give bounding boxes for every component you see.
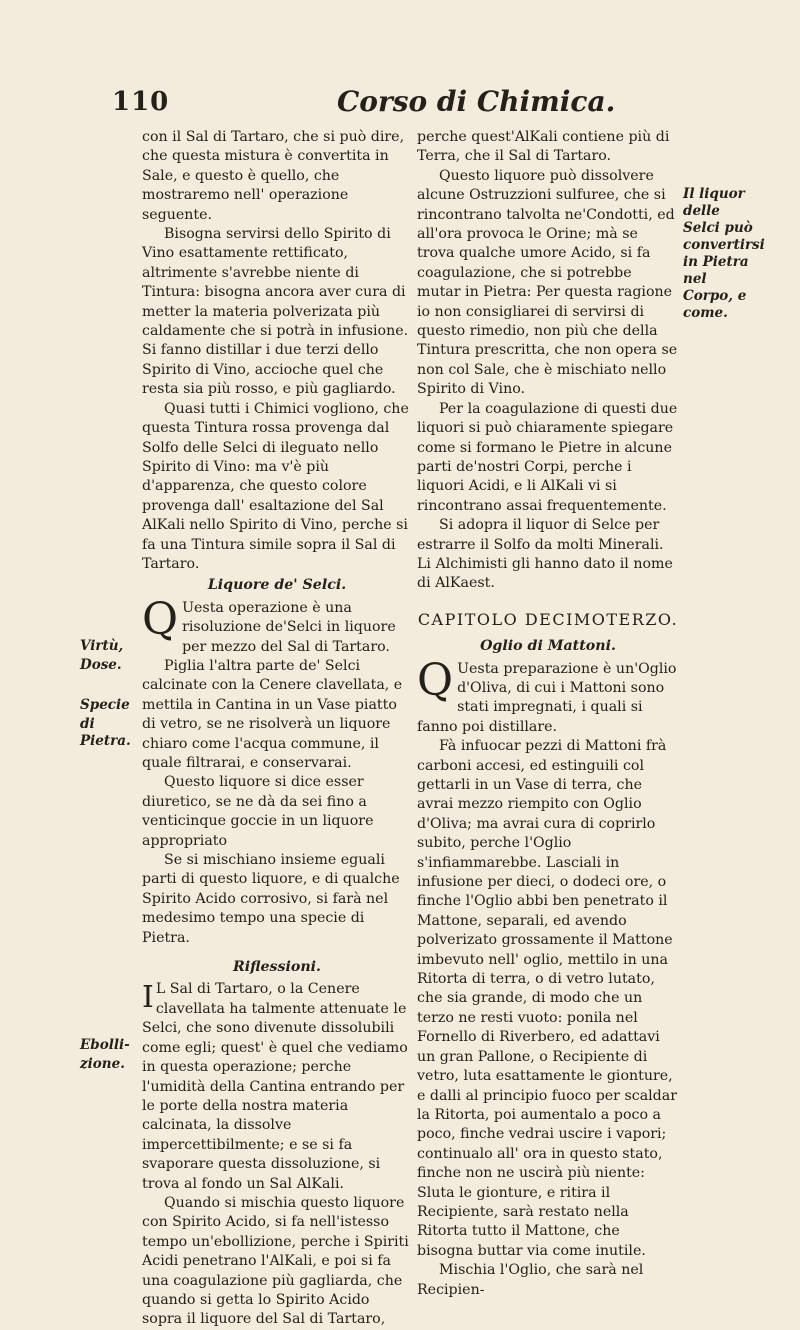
margin-note-right: Il liquor delle Selci può convertirsi in Pietra nel Corpo, e come. (683, 186, 765, 321)
margin-note-virtu: Virtù, (80, 638, 124, 654)
margin-note-dose: Dose. (80, 657, 122, 673)
page-number: 110 (112, 87, 170, 117)
margin-note-ebolli: Ebolli- (80, 1037, 130, 1053)
running-title: Corso di Chimica. (337, 85, 616, 118)
drop-cap: Q (142, 593, 179, 645)
margin-note-di-pietra: di Pietra. (80, 716, 131, 749)
paragraph: Quasi tutti i Chimici vogliono, che questa Tintura rossa provenga dal Solfo delle Selci di ileguato nello Spirito di Vino: ma v'è più d'apparenza, che questo colore provenga dall' esaltazione del Sal AlKali nello Spirito di Vino, perche si fa una Tintura simile sopra il Sal di Tartaro. (142, 400, 409, 572)
paragraph: Piglia l'altra parte de' Selci calcinate con la Cenere clavellata, e mettila in Cantina in un Vase piatto di vetro, se ne risolverà un liquore chiaro come l'acqua commune, il quale filtrarai, e conservarai. (142, 657, 403, 771)
paragraph: perche quest'AlKali contiene più di Terra, che il Sal di Tartaro. (417, 129, 670, 165)
paragraph-text: L Sal di Tartaro, o la Cenere clavellata ha talmente attenuate le Selci, che sono divenute dissolubili come egli; quest' è quel che vediamo in questa operazione; perche l'umidità della Cantina entrando per le porte della nostra materia calcinata, la dissolve impercettibilmente; e se si fa svaporare questa dissoluzione, si trova al fondo un Sal AlKali. (142, 981, 408, 1192)
right-column (417, 128, 679, 1300)
paragraph (142, 980, 412, 1193)
paragraph: Fà infuocar pezzi di Mattoni frà carboni accesi, ed estinguili col gettarli in un Vase di terra, che avrai mezzo riempito con Oglio d'Oliva; ma avrai cura di coprirlo subito, perche l'Oglio s'infiammarebbe. Lasciali in infusione per dieci, o dodeci ore, o finche l'Oglio abbi ben penetrato il Mattone, separali, ed avendo polverizato grossamente il Mattone imbevuto nell' oglio, mettilo in una Ritorta di terra, o di vetro lutato, che sia grande, di modo che un terzo ne resti vuoto: ponila nel Fornello di Riverbero, ed adattavi un gran Pallone, o Recipiente di vetro, luta esattamente le gionture, e dalli al principio fuoco per scaldar la Ritorta, poi aumentalo a poco a poco, finche vedrai uscire i vapori; continualo all' ora in questo stato, finche non ne uscirà più niente: Sluta le gionture, e ritira il Recipiente, sarà restato nella Ritorta tutto il Mattone, che bisogna buttar via come inutile. (417, 738, 678, 1259)
paragraph: Questo liquore si dice esser diuretico, se ne dà da sei fino a venticinque goccie in un liquore appropriato (142, 774, 374, 849)
margin-note-zione: zione. (80, 1056, 125, 1072)
left-column (142, 128, 412, 1330)
chapter-heading: CAPITOLO DECIMOTERZO. (417, 609, 679, 629)
paragraph: Per la coagulazione di questi due liquori si può chiaramente spiegare come si formano le Pietre in alcune parti de'nostri Corpi, perche i liquori Acidi, e li AlKali vi si rincontrano assai frequentemente. (417, 400, 678, 514)
paragraph-text: Uesta operazione è una risoluzione de'Selci in liquore per mezzo del Sal di Tartaro. (182, 599, 396, 655)
page-header (112, 85, 712, 125)
paragraph: con il Sal di Tartaro, che si può dire, che questa mistura è convertita in Sale, e questo è quello, che mostraremo nell' operazione seguente. (142, 129, 405, 223)
paragraph: Si adopra il liquor di Selce per estrarre il Solfo da molti Minerali. Li Alchimisti gli hanno dato il nome di AlKaest. (417, 517, 673, 592)
paragraph: Questo liquore può dissolvere alcune Ostruzzioni sulfuree, che si rincontrano talvolta ne'Condotti, ed all'ora provoca le Orine; mà se trova qualche umore Acido, si fa coagulazione, che si potrebbe mutar in Pietra: Per questa ragione io non consigliarei di servirsi di questo rimedio, non più che della Tintura prescritta, che non opera se non col Sale, che è mischiato nello Spirito di Vino. (417, 167, 678, 398)
paragraph (142, 593, 412, 657)
drop-cap: I (142, 980, 154, 1016)
section-title: Riflessioni. (233, 959, 321, 976)
drop-cap: Q (417, 654, 454, 706)
paragraph (417, 654, 679, 738)
paragraph: Mischia l'Oglio, che sarà nel Recipien- (417, 1262, 644, 1298)
paragraph: Quando si mischia questo liquore con Spirito Acido, si fa nell'istesso tempo un'ebollizione, perche i Spiriti Acidi penetrano l'AlKali, e poi si fa una coagulazione più gagliarda, che quando si getta lo Spirito Acido sopra il liquore del Sal di Tartaro, (142, 1194, 409, 1328)
section-title: Liquore de' Selci. (207, 577, 347, 594)
paragraph-text: Uesta preparazione è un'Oglio d'Oliva, di cui i Mattoni sono stati impregnati, i quali si fanno poi distillare. (417, 660, 677, 735)
paragraph: Bisogna servirsi dello Spirito di Vino esattamente rettificato, altrimente s'avrebbe niente di Tintura: bisogna ancora aver cura di metter la materia polverizata più caldamente che si potrà in infusione. Si fanno distillar i due terzi dello Spirito di Vino, accioche quel che resta sia più rosso, e più gagliardo. (142, 226, 409, 398)
margin-note-specie: Specie (80, 697, 130, 713)
paragraph: Se si mischiano insieme eguali parti di questo liquore, e di qualche Spirito Acido corrosivo, si farà nel medesimo tempo una specie di Pietra. (142, 852, 400, 946)
section-title: Oglio di Mattoni. (480, 638, 616, 655)
